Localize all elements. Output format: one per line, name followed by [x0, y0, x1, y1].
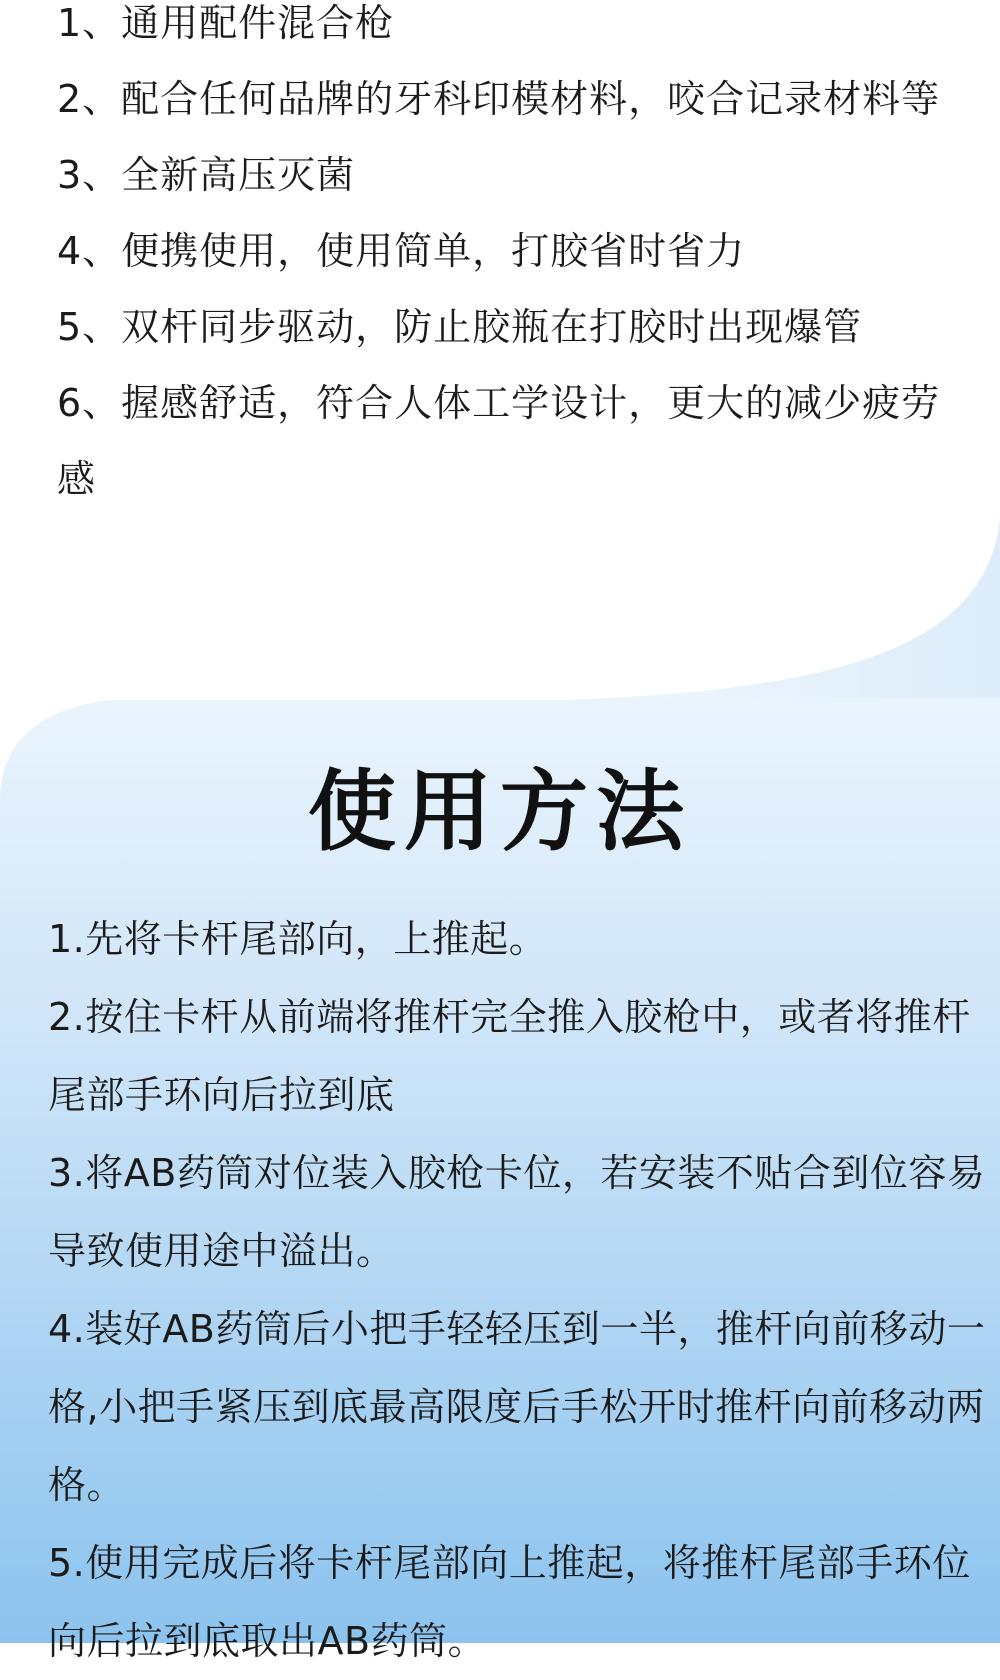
usage-step: 3.将AB药筒对位装入胶枪卡位，若安装不贴合到位容易导致使用途中溢出。: [48, 1151, 986, 1273]
feature-item: 4、便携使用，使用简单，打胶省时省力: [57, 229, 746, 273]
feature-item: 2、配合任何品牌的牙科印模材料，咬合记录材料等: [57, 77, 941, 121]
feature-item: 6、握感舒适，符合人体工学设计，更大的减少疲劳感: [57, 381, 941, 501]
feature-item: 5、双杆同步驱动，防止胶瓶在打胶时出现爆管: [57, 305, 863, 349]
usage-step: 5.使用完成后将卡杆尾部向上推起，将推杆尾部手环位向后拉到底取出AB药筒。: [48, 1541, 971, 1663]
feature-list: [57, 0, 957, 517]
feature-item: 3、全新高压灭菌: [57, 153, 356, 197]
usage-step: 4.装好AB药筒后小把手轻轻压到一半，推杆向前移动一格,小把手紧压到底最高限度后手松开时推杆向前移动两格。: [48, 1307, 986, 1507]
usage-step: 1.先将卡杆尾部向，上推起。: [48, 917, 548, 961]
usage-section-title: 使用方法: [307, 760, 692, 863]
feature-item: 1、通用配件混合枪: [57, 1, 395, 45]
usage-step-list: [48, 900, 988, 1680]
usage-step: 2.按住卡杆从前端将推杆完全推入胶枪中，或者将推杆尾部手环向后拉到底: [48, 995, 971, 1117]
